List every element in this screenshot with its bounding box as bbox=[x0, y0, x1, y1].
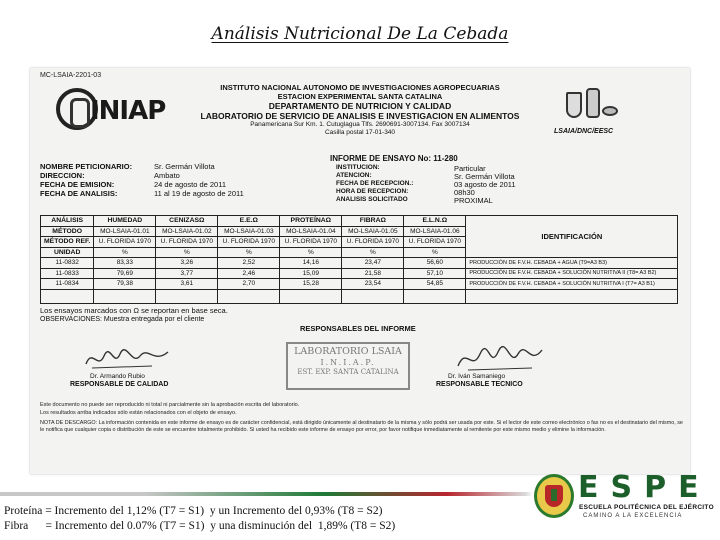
dry-basis-note: Los ensayos marcados con Ω se reportan en base seca. bbox=[40, 306, 228, 315]
field-value-requested-analysis: PROXIMAL bbox=[454, 196, 493, 205]
institution-header bbox=[180, 83, 540, 137]
fine-print-2: Los resultados arriba indicados sólo están relacionados con el objeto de ensayo. bbox=[40, 410, 237, 416]
table-row bbox=[41, 289, 678, 303]
document-code: MC-LSAIA-2201-03 bbox=[40, 72, 102, 79]
table-header-cell: E.L.N.Ω bbox=[404, 216, 466, 227]
field-value-reception-date: 03 agosto de 2011 bbox=[454, 180, 516, 189]
laboratory-stamp bbox=[286, 342, 410, 390]
table-cell: U. FLORIDA 1970 bbox=[218, 237, 280, 248]
table-cell: 83,33 bbox=[94, 258, 156, 269]
table-cell: 79,69 bbox=[94, 268, 156, 279]
footer-fiber-note: Fibra = Incremento del 0.07% (T7 = S1) y una disminución del 1,89% (T8 = S2) bbox=[4, 520, 396, 532]
table-cell: 23,54 bbox=[342, 279, 404, 290]
table-cell: MO-LSAIA-01.02 bbox=[156, 226, 218, 237]
field-label-reception-time: HORA DE RECEPCION: bbox=[336, 188, 409, 195]
stamp-line-1: LABORATORIO LSAIA bbox=[294, 346, 402, 357]
table-cell: U. FLORIDA 1970 bbox=[156, 237, 218, 248]
table-cell: 2,70 bbox=[218, 279, 280, 290]
sample-id: 11-0834 bbox=[41, 279, 94, 290]
field-label-attention: ATENCION: bbox=[336, 172, 372, 179]
table-cell: % bbox=[156, 247, 218, 258]
header-line-1: INSTITUTO NACIONAL AUTONOMO DE INVESTIGACIONES AGROPECUARIAS bbox=[220, 83, 500, 92]
table-row bbox=[41, 258, 678, 269]
sample-description: PRODUCCIÓN DE F.V.H. CEBADA + SOLUCIÓN NUTRITIVA I (T7= A3 B1) bbox=[466, 279, 678, 290]
signer-right-name: Dr. Iván Samaniego bbox=[448, 373, 506, 380]
table-cell: U. FLORIDA 1970 bbox=[404, 237, 466, 248]
identification-header: IDENTIFICACIÓN bbox=[466, 216, 678, 258]
sample-description: PRODUCCIÓN DE F.V.H. CEBADA + AGUA (T9=A3 B3) bbox=[466, 258, 678, 269]
table-cell: UNIDAD bbox=[41, 247, 94, 258]
espe-seal-icon bbox=[534, 474, 574, 518]
field-value-reception-time: 08h30 bbox=[454, 188, 475, 197]
field-value-address: Ambato bbox=[154, 171, 180, 180]
table-cell: MO-LSAIA-01.03 bbox=[218, 226, 280, 237]
report-number: INFORME DE ENSAYO No: 11-280 bbox=[330, 154, 458, 163]
stamp-line-2: I.N.I.A.P. bbox=[320, 357, 376, 367]
iniap-logo-text: INIAP bbox=[90, 96, 166, 126]
table-row bbox=[41, 279, 678, 290]
field-label-address: DIRECCION: bbox=[40, 171, 85, 180]
signature-right-icon bbox=[454, 344, 544, 374]
responsibles-title: RESPONSABLES DEL INFORME bbox=[300, 324, 416, 333]
field-value-emission-date: 24 de agosto de 2011 bbox=[154, 180, 227, 189]
disclaimer: NOTA DE DESCARGO: La información contenida en este informe de ensayo es de carácter confidencial, está dirigido únicamente al destinatario de la misma y sólo podrá ser usada por este. Si el lector de este correo electrónico o fax no es el destinatario del mismo, se le notifica que cualquier copia o distribución de este se encuentre totalmente prohibido. Si usted ha recibido este informe de ensayo por error, por favor notifique inmediatamente al remitente por este mismo medio y elimine la información. bbox=[40, 420, 683, 434]
table-cell: U. FLORIDA 1970 bbox=[94, 237, 156, 248]
field-label-analysis-date: FECHA DE ANALISIS: bbox=[40, 189, 118, 198]
table-cell: U. FLORIDA 1970 bbox=[342, 237, 404, 248]
table-cell: 14,16 bbox=[280, 258, 342, 269]
sample-id: 11-0833 bbox=[41, 268, 94, 279]
slide-title: Análisis Nutricional De La Cebada bbox=[211, 24, 509, 44]
table-cell: 2,52 bbox=[218, 258, 280, 269]
table-cell: 2,46 bbox=[218, 268, 280, 279]
table-cell: % bbox=[94, 247, 156, 258]
field-value-attention: Sr. Germán Villota bbox=[454, 172, 515, 181]
table-cell: 3,26 bbox=[156, 258, 218, 269]
table-cell: 57,10 bbox=[404, 268, 466, 279]
field-label-requested-analysis: ANALISIS SOLICITADO bbox=[336, 196, 408, 203]
espe-wordmark: ESPE bbox=[578, 470, 711, 505]
header-line-6: Casilla postal 17-01-340 bbox=[324, 129, 396, 137]
table-cell: 3,77 bbox=[156, 268, 218, 279]
iniap-logo bbox=[56, 84, 168, 140]
table-cell: % bbox=[280, 247, 342, 258]
field-label-petitioner: NOMBRE PETICIONARIO: bbox=[40, 162, 133, 171]
table-cell: 15,09 bbox=[280, 268, 342, 279]
lab-code: LSAIA/DNC/EESC bbox=[554, 128, 614, 135]
table-header-cell: PROTEÍNAΩ bbox=[280, 216, 342, 227]
signature-left-icon bbox=[82, 344, 172, 374]
field-label-reception-date: FECHA DE RECEPCION.: bbox=[336, 180, 414, 187]
table-cell: MO-LSAIA-01.04 bbox=[280, 226, 342, 237]
field-value-analysis-date: 11 al 19 de agosto de 2011 bbox=[154, 189, 244, 198]
table-cell: 21,58 bbox=[342, 268, 404, 279]
sample-id: 11-0832 bbox=[41, 258, 94, 269]
table-cell: 15,28 bbox=[280, 279, 342, 290]
table-header-row bbox=[41, 216, 678, 227]
header-line-2: ESTACION EXPERIMENTAL SANTA CATALINA bbox=[277, 92, 443, 101]
table-row bbox=[41, 268, 678, 279]
table-header-cell: HUMEDAD bbox=[94, 216, 156, 227]
table-cell: 54,85 bbox=[404, 279, 466, 290]
table-cell: 3,61 bbox=[156, 279, 218, 290]
table-cell: MO-LSAIA-01.06 bbox=[404, 226, 466, 237]
table-cell: 56,60 bbox=[404, 258, 466, 269]
field-label-emission-date: FECHA DE EMISION: bbox=[40, 180, 115, 189]
signer-right-role: RESPONSABLE TECNICO bbox=[436, 381, 523, 388]
lab-glassware-icon bbox=[560, 86, 620, 126]
table-header-cell: ANÁLISIS bbox=[41, 216, 94, 227]
table-cell: MÉTODO REF. bbox=[41, 237, 94, 248]
field-label-institution: INSTITUCION: bbox=[336, 164, 380, 171]
footer-protein-note: Proteína = Incremento del 1,12% (T7 = S1) y un Incremento del 0,93% (T8 = S2) bbox=[4, 505, 383, 517]
table-cell: MO-LSAIA-01.01 bbox=[94, 226, 156, 237]
stamp-line-3: EST. EXP. SANTA CATALINA bbox=[297, 367, 399, 376]
table-header-cell: CENIZASΩ bbox=[156, 216, 218, 227]
table-cell: MO-LSAIA-01.05 bbox=[342, 226, 404, 237]
table-cell: 23,47 bbox=[342, 258, 404, 269]
signer-left-name: Dr. Armando Rubio bbox=[90, 373, 145, 380]
scanned-report bbox=[30, 68, 690, 474]
table-cell: % bbox=[404, 247, 466, 258]
fine-print-1: Este documento no puede ser reproducido ni total ni parcialmente sin la aprobación escrita del laboratorio. bbox=[40, 402, 300, 408]
table-header-cell: E.E.Ω bbox=[218, 216, 280, 227]
field-value-petitioner: Sr. Germán Villota bbox=[154, 162, 215, 171]
sample-description: PRODUCCIÓN DE F.V.H. CEBADA + SOLUCIÓN NUTRITIVA II (T8= A3 B2) bbox=[466, 268, 678, 279]
table-cell: % bbox=[218, 247, 280, 258]
signer-left-role: RESPONSABLE DE CALIDAD bbox=[70, 381, 169, 388]
table-cell: U. FLORIDA 1970 bbox=[280, 237, 342, 248]
table-cell: MÉTODO bbox=[41, 226, 94, 237]
results-table bbox=[40, 215, 678, 304]
header-line-4: LABORATORIO DE SERVICIO DE ANALISIS E INVESTIGACION EN ALIMENTOS bbox=[200, 111, 520, 122]
header-line-3: DEPARTAMENTO DE NUTRICION Y CALIDAD bbox=[268, 101, 452, 111]
field-value-institution: Particular bbox=[454, 164, 486, 173]
table-cell: % bbox=[342, 247, 404, 258]
table-header-cell: FIBRAΩ bbox=[342, 216, 404, 227]
table-cell: 79,38 bbox=[94, 279, 156, 290]
espe-subtitle: ESCUELA POLITÉCNICA DEL EJÉRCITO bbox=[579, 504, 714, 511]
observations: OBSERVACIONES: Muestra entregada por el cliente bbox=[40, 316, 205, 323]
espe-motto: CAMINO A LA EXCELENCIA bbox=[583, 513, 683, 519]
header-line-5: Panamericana Sur Km. 1. Cutuglagua Tlfs. 2690691-3007134. Fax 3007134 bbox=[250, 121, 470, 129]
